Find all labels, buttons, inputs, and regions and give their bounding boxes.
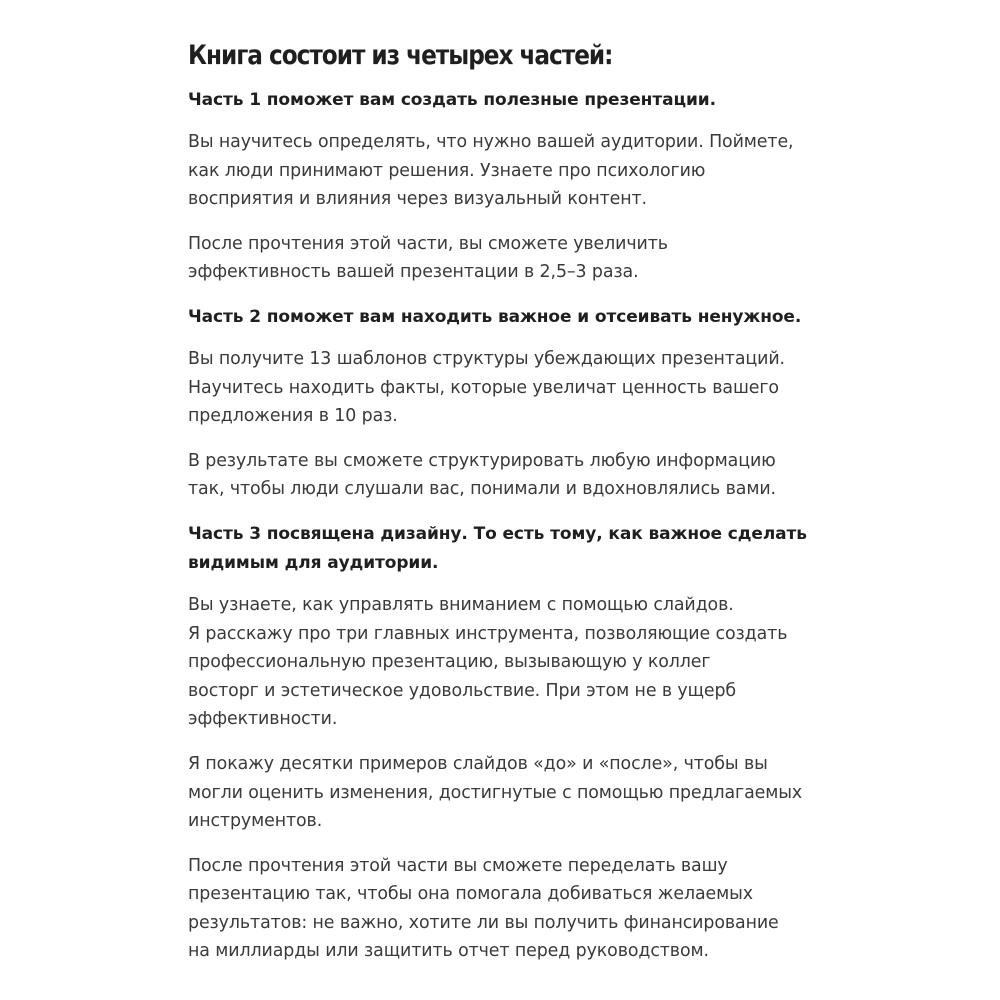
text-line: видимым для аудитории. [188, 552, 439, 573]
text-line: После прочтения этой части вы сможете переделать вашу [188, 855, 728, 876]
book-description [188, 38, 868, 982]
text-line: восприятия и влияния через визуальный контент. [188, 189, 647, 210]
part-1-paragraph-1 [188, 128, 868, 214]
text-line: восторг и эстетическое удовольствие. При этом не в ущерб [188, 680, 737, 701]
text-line: Вы получите 13 шаблонов структуры убеждающих презентаций. [188, 348, 785, 369]
text-line: Я расскажу про три главных инструмента, позволяющие создать [188, 623, 788, 644]
text-line: результатов: не важно, хотите ли вы получить финансирование [188, 912, 779, 933]
text-line: Я покажу десятки примеров слайдов «до» и «после», чтобы вы [188, 753, 768, 774]
text-line: на миллиарды или защитить отчет перед руководством. [188, 941, 709, 962]
part-3-paragraph-1 [188, 591, 868, 734]
part-3-paragraph-2 [188, 750, 868, 836]
text-line: Вы узнаете, как управлять вниманием с помощью слайдов. [188, 594, 734, 615]
text-line: эффективность вашей презентации в 2,5–3 раза. [188, 262, 639, 283]
text-line: Научитесь находить факты, которые увеличат ценность вашего [188, 377, 779, 398]
text-line: так, чтобы люди слушали вас, понимали и вдохновлялись вами. [188, 479, 776, 500]
part-2-title: Часть 2 поможет вам находить важное и отсеивать ненужное. [188, 306, 802, 327]
part-1-title: Часть 1 поможет вам создать полезные презентации. [188, 90, 716, 110]
text-line: могли оценить изменения, достигнутые с помощью предлагаемых [188, 782, 803, 803]
text-line: как люди принимают решения. Узнаете про психологию [188, 160, 706, 181]
text-line: Часть 3 посвящена дизайну. То есть тому, как важное сделать [188, 523, 807, 544]
text-line: предложения в 10 раз. [188, 406, 398, 427]
part-2-paragraph-2 [188, 447, 868, 504]
text-line: профессиональную презентацию, вызывающую у коллег [188, 652, 711, 673]
section-heading: Книга состоит из четырех частей: [188, 40, 613, 71]
part-1-paragraph-2 [188, 230, 868, 287]
text-line: В результате вы сможете структурировать любую информацию [188, 450, 776, 471]
text-line: Вы научитесь определять, что нужно вашей аудитории. Поймете, [188, 132, 794, 152]
part-3-paragraph-3 [188, 852, 868, 966]
text-line: презентацию так, чтобы она помогала добиваться желаемых [188, 884, 753, 905]
text-line: инструментов. [188, 811, 323, 832]
part-3-title [188, 520, 868, 578]
text-line: эффективности. [188, 709, 338, 730]
part-2-paragraph-1 [188, 345, 868, 431]
text-line: После прочтения этой части, вы сможете увеличить [188, 233, 668, 254]
